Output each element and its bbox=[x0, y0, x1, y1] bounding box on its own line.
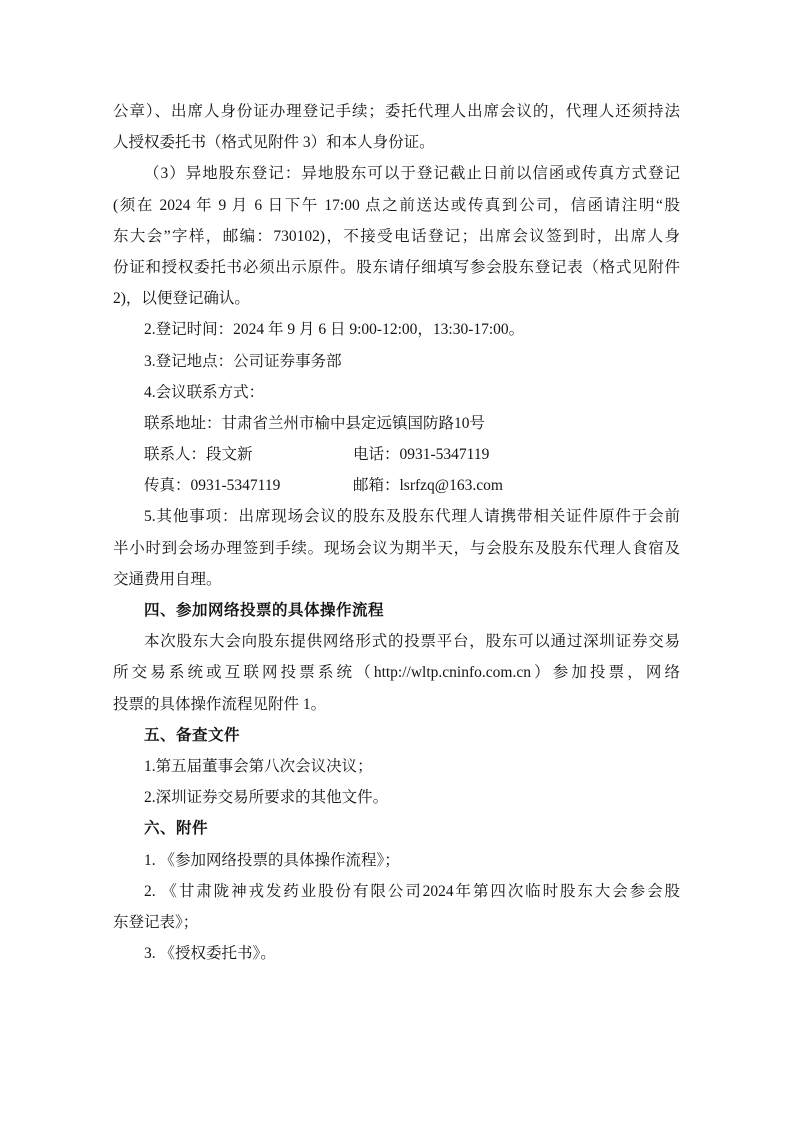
section-heading-text: 六、附件 bbox=[144, 820, 209, 838]
text-line bbox=[113, 190, 680, 221]
text-line bbox=[113, 907, 680, 938]
line-text: 交通费用自理。 bbox=[113, 570, 222, 588]
line-text: 1. 《参加网络投票的具体操作流程》； bbox=[144, 851, 400, 869]
contact-right-text: 电话：0931-5347119 bbox=[353, 446, 490, 464]
text-line bbox=[113, 751, 680, 782]
text-line bbox=[113, 876, 680, 907]
text-line bbox=[113, 314, 680, 345]
line-text: 公章）、出席人身份证办理登记手续；委托代理人出席会议的，代理人还须持法 bbox=[113, 103, 680, 120]
text-line bbox=[113, 408, 680, 439]
line-text: 2.登记时间：2024 年 9 月 6 日 9:00-12:00，13:30-17:00。 bbox=[144, 321, 525, 339]
text-line bbox=[113, 127, 680, 158]
line-text: 2)，以便登记确认。 bbox=[113, 290, 250, 308]
line-text: 1.第五届董事会第八次会议决议； bbox=[144, 757, 373, 775]
line-text: 2. 《甘肃陇神戎发药业股份有限公司2024年第四次临时股东大会参会股 bbox=[144, 882, 680, 900]
text-line bbox=[113, 626, 680, 657]
section-heading-text: 五、备查文件 bbox=[144, 726, 241, 744]
line-text: 5.其他事项：出席现场会议的股东及股东代理人请携带相关证件原件于会前 bbox=[144, 508, 680, 526]
document-body bbox=[113, 96, 680, 969]
section-heading bbox=[113, 813, 680, 844]
line-text: 份证和授权委托书必须出示原件。股东请仔细填写参会股东登记表（格式见附件 bbox=[113, 258, 680, 276]
line-text: 3.登记地点：公司证券事务部 bbox=[144, 352, 342, 370]
text-line bbox=[113, 346, 680, 377]
section-heading bbox=[113, 595, 680, 626]
contact-row bbox=[113, 439, 680, 470]
text-line bbox=[113, 158, 680, 189]
line-text: 4.会议联系方式： bbox=[144, 383, 265, 401]
line-text: 东大会”字样，邮编：730102)，不接受电话登记；出席会议签到时，出席人身 bbox=[113, 227, 680, 245]
text-line bbox=[113, 845, 680, 876]
line-text: 投票的具体操作流程见附件 1。 bbox=[113, 695, 327, 713]
line-text: 所交易系统或互联网投票系统（http://wltp.cninfo.com.cn）参加投票，网络 bbox=[113, 664, 680, 682]
text-line bbox=[113, 252, 680, 283]
contact-left-text: 传真：0931-5347119 bbox=[144, 477, 281, 495]
text-line bbox=[113, 377, 680, 408]
text-line bbox=[113, 501, 680, 532]
contact-row bbox=[113, 470, 680, 501]
line-text: 本次股东大会向股东提供网络形式的投票平台，股东可以通过深圳证券交易 bbox=[144, 633, 680, 651]
text-line bbox=[113, 938, 680, 969]
contact-left-text: 联系人：段文新 bbox=[144, 446, 253, 464]
text-line bbox=[113, 283, 680, 314]
line-text: 联系地址：甘肃省兰州市榆中县定远镇国防路10号 bbox=[144, 414, 486, 432]
section-heading-text: 四、参加网络投票的具体操作流程 bbox=[144, 602, 385, 619]
text-line bbox=[113, 782, 680, 813]
contact-right-text: 邮箱：lsrfzq@163.com bbox=[353, 477, 503, 495]
line-text: 人授权委托书（格式见附件 3）和本人身份证。 bbox=[113, 134, 435, 152]
line-text: 半小时到会场办理签到手续。现场会议为期半天，与会股东及股东代理人食宿及 bbox=[113, 539, 680, 557]
section-heading bbox=[113, 720, 680, 751]
line-text: 东登记表》； bbox=[113, 913, 199, 931]
line-text: (须在 2024 年 9 月 6 日下午 17:00 点之前送达或传真到公司，信函请注明“股 bbox=[113, 196, 680, 214]
text-line bbox=[113, 689, 680, 720]
line-text: （3）异地股东登记：异地股东可以于登记截止日前以信函或传真方式登记 bbox=[144, 165, 680, 183]
text-line bbox=[113, 96, 680, 127]
text-line bbox=[113, 657, 680, 688]
text-line bbox=[113, 221, 680, 252]
line-text: 2.深圳证券交易所要求的其他文件。 bbox=[144, 789, 389, 807]
text-line bbox=[113, 564, 680, 595]
line-text: 3. 《授权委托书》。 bbox=[144, 945, 276, 963]
text-line bbox=[113, 533, 680, 564]
